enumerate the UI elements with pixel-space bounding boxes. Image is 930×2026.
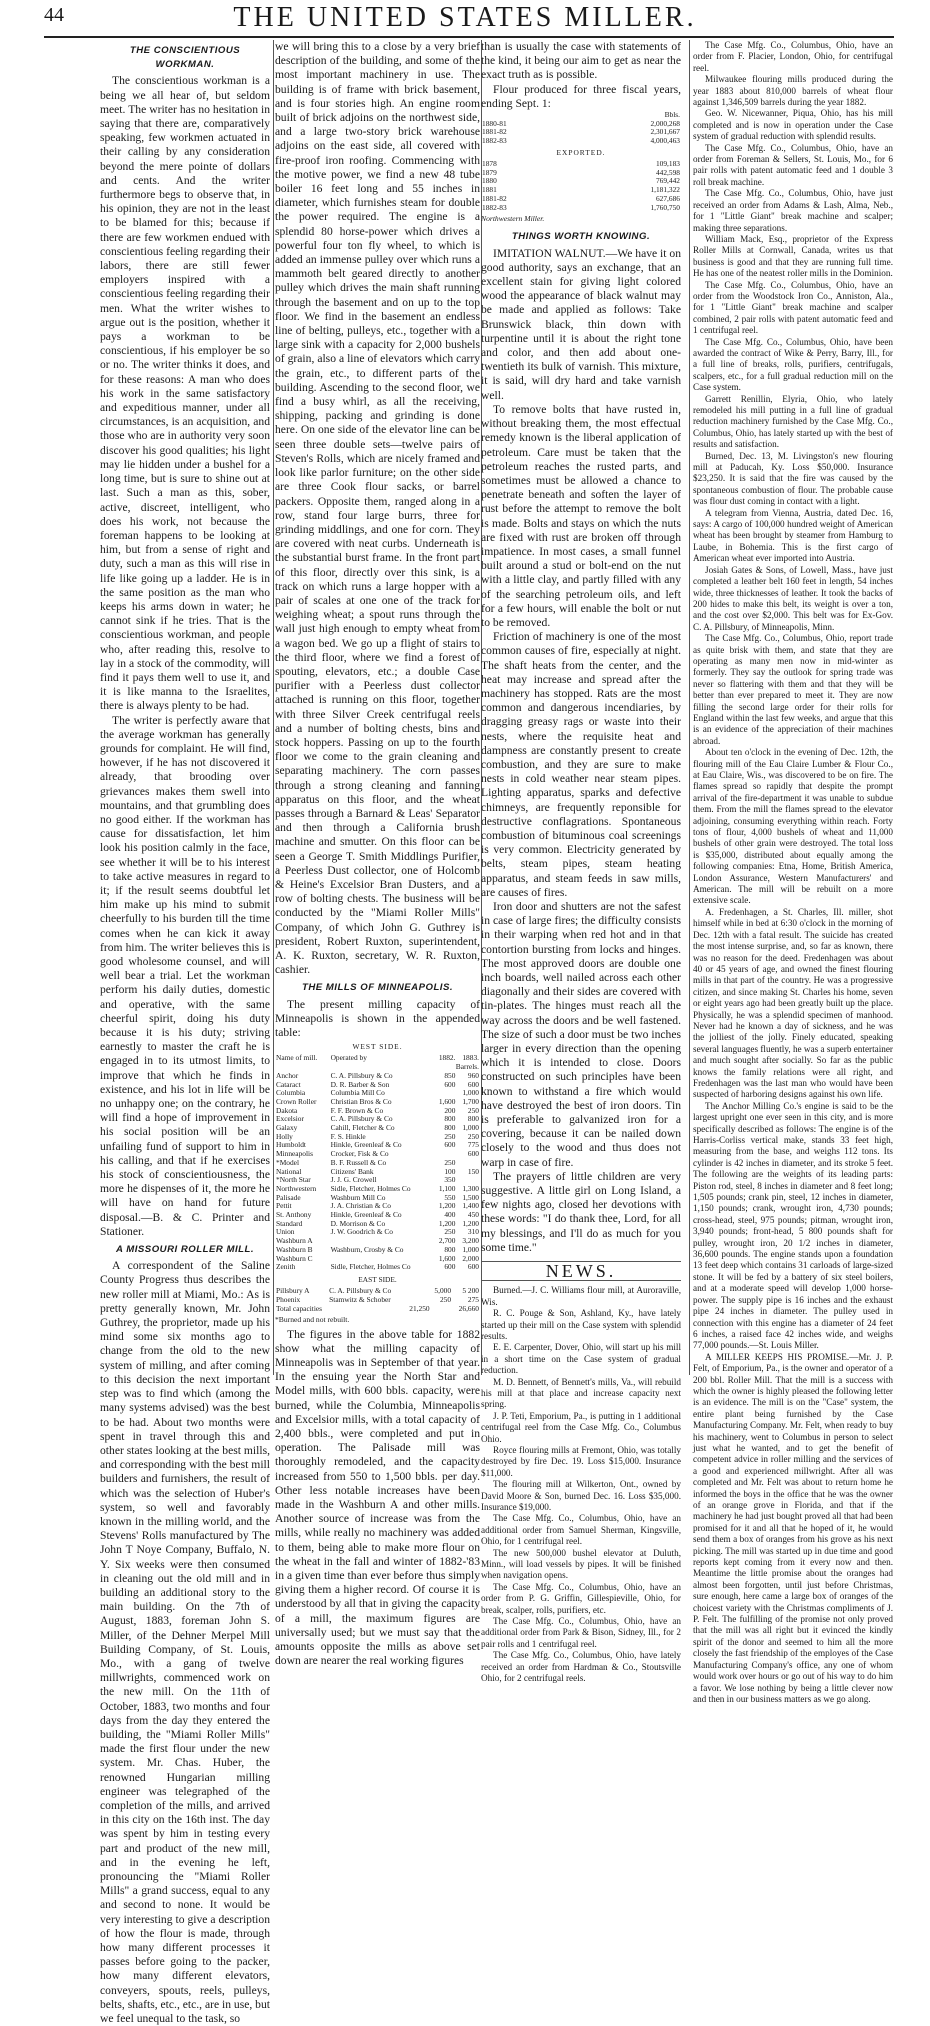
table-cell: Cataract xyxy=(276,1079,301,1089)
table-cell: Sidle, Fletcher, Holmes Co xyxy=(330,1183,411,1193)
article-paragraph: To remove bolts that have rusted in, without breaking them, the most effectual remedy known is the liberal application of petroleum. Care must be taken that the petroleum reaches the rusted parts, and sometimes must be allowed a chance to penetrate beneath and soften the layer of rust before the attempt to remove the bolt is made. Bolts and stays on which the nuts are fixed with rust are broken off through impatience. In most cases, a small funnel built around a stud or bolt-end on the nut with a little clay, and partly filled with any of the searching petroleum oils, and left for a few hours, will enable the bolt or nut to be removed. xyxy=(481,402,681,629)
article-heading: A MISSOURI ROLLER MILL. xyxy=(116,1244,254,1256)
table-cell: 350 xyxy=(444,1175,456,1185)
table-cell: 442,598 xyxy=(655,167,680,177)
table-cell: Galaxy xyxy=(276,1123,298,1133)
table-cell: Minneapolis xyxy=(276,1149,313,1159)
table-cell: Citizens' Bank xyxy=(330,1166,374,1176)
news-item: Josiah Gates & Sons, of Lowell, Mass., have just completed a leather belt 160 feet in length, 54 inches wide, three thicknesses of leather. It took the backs of 200 hides to make this belt, its weight is over a ton, and the cost over $2,000. This belt was for Ex-Gov. C. A. Pillsbury, of Minneapolis, Minn. xyxy=(693,564,893,632)
news-item: A telegram from Vienna, Austria, dated Dec. 16, says: A cargo of 100,000 hundred weight of American wheat has been brought by steamer from Hamburg to Laube, in Bohemia. This is the first cargo of American wheat ever imported into Austria. xyxy=(693,507,893,564)
table-cell: 1,200 xyxy=(438,1218,456,1228)
news-item: Burned, Dec. 13, M. Livingston's new flouring mill at Paducah, Ky. Loss $50,000. Insurance $23,250. It is said that the fire was caused by the spontaneous combustion of flour. The probable cause was flour dust coming in contact with a light. xyxy=(693,450,893,507)
article-heading: THE MILLS OF MINNEAPOLIS. xyxy=(301,982,454,994)
news-item: The Case Mfg. Co., Columbus, Ohio, have lately received an order from Hardman & Co., Stoutsville Ohio, for 2 centrifugal reels. xyxy=(481,1650,681,1684)
table-cell: 1,600 xyxy=(438,1096,456,1106)
column-3 xyxy=(481,40,681,1684)
table-cell: Washburn B xyxy=(276,1244,313,1254)
table-cell: 5 200 xyxy=(462,1286,479,1296)
table-row xyxy=(275,1263,480,1272)
article-paragraph: we will bring this to a close by a very brief description of the building, and some of the most important machinery in use. The building is of frame with brick basement, and is four stories high. An engine room built of brick adjoins on the northwest side, and a large two-story brick warehouse adjoins on the east side, all covered with fire-proof iron roofing. Commencing with the motive power, we find a new 48 tube boiler 16 feet long and 55 inches in diameter, which furnishes steam for double the power required. The engine is a splendid 80 horse-power which drives a powerful four ton fly wheel, to which is added an immense pulley over which runs a mammoth belt geared directly to another pulley which drives the main shaft running through the basement and on up to the top floor. We find in the basement an endless line of belting, pulleys, etc., together with a large sink with a capacity for 2,000 bushels of grain, also a line of elevators which carry the grain, etc., to different parts of the building. Ascending to the second floor, we find a busy whirl, as all the receiving, shipping, packing and grinding is done here. On one side of the elevator line can be seen three double sets—twelve pairs of Steven's Rolls, which are nicely framed and look like parlor furniture; on the other side are three Cook flour sacks, or barrel packers. Opposite them, ranged along in a row, stand four large burrs, three for grinding middlings, and one for corn. They are covered with neat curbs. Underneath is the substantial burst frame. In the front part of this floor, directly over this sink, is a track on which runs a large hopper with a pair of scales at one one of the track for weighing wheat; a spout runs through the wall just high enough to empty wheat from a wagon bed. We go up a flight of stairs to the third floor, where we find a forest of spouting, elevators, etc.; a double Case purifier with a Peerless dust collector attached is running on this floor, together with three Silver Creek centrifugal reels and a number of bolting chests, bins and stock hoppers. Passing on up to the fourth floor we come to the grain cleaning and separating machinery. The corn passes through a strong cleaning and fanning apparatus on this floor, and the wheat passes through a Barnard & Leas' Separator and then through a California brush machine and smutter. On this floor can be seen a George T. Smith Middlings Purifier, a Peerless Dust collector, one of Holcomb & Heine's Excelsior Bran Dusters, and a row of bolting chests. The business will be conducted by the "Miami Roller Mills" Company, of which John G. Guthrey is president, Robert Ruxton, superintendent, A. K. Ruxton, secretary, W. R. Ruxton, cashier. xyxy=(275,40,480,977)
table-cell: 250 xyxy=(444,1227,456,1237)
column-4 xyxy=(693,40,893,1704)
column-1 xyxy=(100,40,270,2026)
news-item: J. P. Teti, Emporium, Pa., is putting in 1 additional centrifugal reel from the Case Mfg. Co., Columbus Ohio. xyxy=(481,1410,681,1444)
table-cell: 250 xyxy=(444,1131,456,1141)
news-item: The Case Mfg. Co., Columbus, Ohio, have an order from F. Placier, London, Ohio, for centrifugal reel. xyxy=(693,40,893,73)
news-item: The Case Mfg. Co., Columbus, Ohio, have been awarded the contract of Wike & Perry, Barry, Ill., for a full line of breaks, rolls, purifiers, centrifugals, scalpers, etc., for a full gradual reduction mill on the Case system. xyxy=(693,336,893,393)
table-header-cell: Operated by xyxy=(330,1053,367,1063)
table-cell: 1882-83 xyxy=(482,202,507,212)
table-cell: 250 xyxy=(439,1294,452,1304)
table-cell: 2,000 xyxy=(462,1253,479,1263)
flour-produced-table xyxy=(481,111,681,146)
table-row xyxy=(481,169,681,178)
table-cell: B. F. Russell & Co xyxy=(330,1157,387,1167)
table-cell: 2,700 xyxy=(438,1236,456,1246)
table-row xyxy=(481,186,681,195)
table-cell: Stamwitz & Schober xyxy=(329,1294,391,1304)
news-item: The Case Mfg. Co., Columbus, Ohio, have an order from the Woodstock Iron Co., Anniston, Ala., for 1 "Little Giant" break machine and scalper combined, 2 pair rolls with patent automatic feed and 1 centrifugal reel. xyxy=(693,279,893,336)
news-item: Garrett Renillin, Elyria, Ohio, who lately remodeled his mill putting in a full line of gradual reduction machinery furnished by the Case Mfg. Co., Columbus, Ohio, has lately started up with the best of results and satisfaction. xyxy=(693,393,893,450)
table-header-cell: 1883. xyxy=(462,1053,479,1063)
table-cell: 310 xyxy=(467,1227,479,1237)
news-list xyxy=(693,40,893,1705)
table-cell: F. F. Brown & Co xyxy=(330,1105,384,1115)
news-item: The Case Mfg. Co., Columbus, Ohio, have an additional order from Park & Bison, Sidney, Ill., for 2 pair rolls and 1 centrifugal reel. xyxy=(481,1616,681,1649)
table-cell: C. A. Pillsbury & Co xyxy=(330,1070,393,1080)
table-cell: 250 xyxy=(467,1131,479,1141)
newspaper-title: THE UNITED STATES MILLER. xyxy=(233,2,697,33)
news-item: The Case Mfg. Co., Columbus, Ohio, have an additional order from Samuel Sherman, Kingsville, Ohio, for 1 centrifugal reel. xyxy=(481,1513,681,1547)
table-cell: Washburn, Crosby & Co xyxy=(330,1244,404,1254)
table-cell: Union xyxy=(276,1227,295,1237)
table-cell: 1880-81 xyxy=(482,118,507,128)
news-item: The Anchor Milling Co.'s engine is said to be the largest upright one ever seen in this city, and is more specifically described as follows: The engine is of the Harris-Corliss vertical make, stands 33 feet high, measuring from the base, and weighs 112 tons. Its cylinder is 42 inches in diameter, and its stroke 5 feet. The following are the weights of its leading parts: Piston rod, steel, 8 inches in diameter and 8 feet long; 1,505 pounds; crank pin, steel, 12 inches in diameter, 1,150 pounds; crank, wrought iron, 4,730 pounds; cross-head, steel, 975 pounds; pitman, wrought iron, 3,940 pounds; front-head, 5 800 pounds shaft for pulley, wrought iron, 20 1/2 inches in diameter, 36,600 pounds. The engine stands upon a foundation 13 feet deep which contains 31 carloads of large-sized stone. It will be fed by a battery of six steel boilers, and at a moderate speed will develop 1,000 horse-power. The supply pipe is 16 inches and the exhaust pipe 24 inches in diameter. The pulley used in connection with this engine has a diameter of 24 feet 6 inches, a raised face 42 inches wide, and weighs 77,000 pounds.—St. Louis Miller. xyxy=(693,1100,893,1351)
column-2 xyxy=(275,40,480,1668)
news-list xyxy=(481,1285,681,1684)
table-cell: Columbia Mill Co xyxy=(330,1088,385,1098)
table-cell: Columbia xyxy=(276,1088,306,1098)
masthead xyxy=(0,0,930,40)
news-item: R. C. Pouge & Son, Ashland, Ky., have lately started up their mill on the Case system with splendid results. xyxy=(481,1308,681,1341)
article-paragraph: The conscientious workman is a being we all hear of, but seldom meet. The writer has no hesitation in saying that there are, comparatively speaking, few workmen actuated in their calling by any consideration beyond the mere pointe of dollars and cents. And the writer furthermore begs to observe that, in his opinion, they are not in the least to be blamed for this; because if there are few workmen endued with conscientious feeling regarding their labors, there are still fewer employers inspired with a conscientious feeling regarding their men. What the writer wishes to argue out is the position, whether it pays a workman to be conscientious, if his employer be so or no. The writer thinks it does, and for these reasons: A man who does his work in the same satisfactory and expeditious manner, under all circumstances, is an acquisition, and those who are in authority very soon discover his good qualities; his light may lie hidden under a bushel for a long time, but is sure to shine out at last. Such a man as this, sober, active, discreet, intelligent, who does his work, not because the foreman happens to be looking at him, but from a sense of right and duty, such a man as this will rise in life like going up a ladder. He is in the same position as the man who keeps his arms down in water; he cannot sink if he tries. That is the conscientious workman, and people who, after reading this, resolve to lay in a stock of the commodity, will find it pays them well to use it, and it is like manna to the Israelites, there is always plenty to be had. xyxy=(100,74,270,713)
table-cell: Phoenix xyxy=(276,1294,301,1304)
article-heading: THE CONSCIENTIOUS WORKMAN. xyxy=(129,45,241,71)
article-paragraph: Flour produced for three fiscal years, ending Sept. 1: xyxy=(481,82,681,110)
table-cell: 1,500 xyxy=(462,1192,479,1202)
table-cell: Northwestern xyxy=(276,1183,317,1193)
table-cell: Pillsbury A xyxy=(276,1286,310,1296)
table-header-row xyxy=(275,1054,480,1063)
news-item: The new 500,000 bushel elevator at Duluth, Minn., will load vessels by pipes. It will be finished when navigation opens. xyxy=(481,1547,681,1581)
table-cell: 2,000,268 xyxy=(650,118,680,128)
table-header-cell: 1882. xyxy=(438,1053,456,1063)
table-cell: 1,181,322 xyxy=(650,185,680,195)
table-cell: 275 xyxy=(467,1294,479,1304)
table-cell: 1,760,750 xyxy=(650,202,680,212)
table-source: Northwestern Miller. xyxy=(481,214,545,224)
table-cell: 800 xyxy=(444,1123,456,1133)
table-note: *Burned and not rebuilt. xyxy=(275,1315,350,1325)
news-item: Royce flouring mills at Fremont, Ohio, was totally destroyed by fire Dec. 19. Loss $15,000. Insurance $11,000. xyxy=(481,1444,681,1478)
table-cell: Crown Roller xyxy=(276,1096,317,1106)
table-cell: Total capacities xyxy=(276,1303,323,1313)
mills-table xyxy=(275,1054,480,1272)
table-cell: 400 xyxy=(444,1210,456,1220)
news-item: About ten o'clock in the evening of Dec. 12th, the flouring mill of the Eau Claire Lumber & Flour Co., at Eau Claire, Wis., was discovered to be on fire. The flames spread so rapidly that despite the prompt arrival of the fire-department it was unable to subdue them. From the mill the flames spread to the elevator adjoining, consuming everything within reach. Forty tons of flour, 4,000 bushels of wheat and 11,000 bushels of other grain were destroyed. The total loss is $35,000, distributed about equally among the following companies: Etna, Home, British America, London Assurance, Western Manufacturers' and American. The mill will be rebuilt on a more extensive scale. xyxy=(693,747,893,906)
table-cell: J. A. Christian & Co xyxy=(330,1201,391,1211)
article-paragraph: The writer is perfectly aware that the average workman has generally grounds for complaint. He will find, however, if he has not discovered it already, that brooding over grievances makes them swell into mountains, and that grumbling does no good either. If the workman has cause for dissatisfaction, let him look his position calmly in the face, see whether it will be to his interest to take active measures in regard to it; if the result seems doubtful let him make up his mind to submit cheerfully to his burden till the time comes when he can kick it away from him. The writer believes this is good wholesome counsel, and will well bear a trial. Let the workman perform his daily duties, domestic and operative, with the same cheerful spirit, doing his duty because it is his duty; striving earnestly to master the craft he is engaged in to its utmost limits, to improve that which he finds in existence, and his lot in life will be no unhappy one; on the contrary, he will find a hope of improvement in his social position will be an unfailing fund of support to him in his calling, and that if he exercises his stock of conscientiousness, the more he dispenses of it, the more he will have on hand for future disposal.—B. & C. Printer and Stationer. xyxy=(100,713,270,1238)
table-cell: Washburn C xyxy=(276,1253,313,1263)
table-cell: 100 xyxy=(444,1166,456,1176)
table-cell: Excelsior xyxy=(276,1114,304,1124)
table-cell: 1880 xyxy=(482,176,497,186)
table-row xyxy=(481,204,681,213)
table-cell: Dakota xyxy=(276,1105,298,1115)
table-header-cell: Name of mill. xyxy=(276,1053,318,1063)
table-cell: 1,000 xyxy=(462,1123,479,1133)
table-cell: C. A. Pillsbury & Co xyxy=(329,1286,392,1296)
news-item: A. Fredenhagen, a St. Charles, Ill. miller, shot himself while in bed at 6:30 o'clock in the morning of Dec. 12th with a fatal result. The suicide has created the most intense surprise, and, so far as known, there was no reason for the deed. Fredenhagen was about 40 or 45 years of age, and owned the finest flouring mills in that part of the country. He was a progressive citizen, and since making St. Charles his home, seven or eight years ago had been greatly built up the place. Physically, he was a splendid specimen of manhood. Never had he known a day of sickness, and he was the jolliest of the jolly. Finely educated, speaking several languages fluently, he was a superb entertainer and much sought after socially. So far as the public knows the family relations were all right, and Fredenhagen was the last man who would have been suspected of harboring designs against his own life. xyxy=(693,906,893,1100)
table-cell: 1881-82 xyxy=(482,193,507,203)
article-paragraph: A correspondent of the Saline County Progress thus describes the new roller mill at Miami, Mo.: As is pretty generally known, Mr. John Guthrey, the proprietor, made up his mind some six months ago to change from the old to the new system of milling, and after coming to this decision the next important step was to find which (among the many systems advised) was the best to be had. About two months were spent in travel through this and other states looking at the best mills, and corresponding with the best mill builders and furnishers, the result of which was the selection of Huber's system, so well and favorably known in the milling world, and the Stevens' Rolls manufactured by The John T Noye Company, Buffalo, N. Y. Six weeks were then consumed in cleaning out the old mill and in building an additional story to the main building. On the 7th of August, 1883, foreman John S. Miller, of the Dehner Merpel Mill Building Company, of St. Louis, Mo., with a gang of twelve millwrights, commenced work on the new mill. On the 11th of October, 1883, two months and four days from the day they entered the building, the "Miami Roller Mills" made the first flour under the new system. Mr. Chas. Huber, the renowned Hungarian milling engineer was telegraphed of the completion of the mills, and arrived in this city on the 16th inst. The day was spent by him in testing every part and product of the new mill, and in the evening he left, pronouncing the "Miami Roller Mills" a grand success, equal to any and second to none. It would be very interesting to give a description of how the flour is made, through how many different processes it passes before going to the packer, how many different elevators, conveyers, spouts, reels, pulleys, belts, shafts, etc., etc., are in use, but we feel unequal to the task, so xyxy=(100,1259,270,2026)
table-cell: Hinkle, Greenleaf & Co xyxy=(330,1210,402,1220)
table-cell: Pettit xyxy=(276,1201,292,1211)
table-cell: Washburn A xyxy=(276,1236,313,1246)
table-row xyxy=(481,137,681,146)
table-cell: *Model xyxy=(276,1157,299,1167)
news-item: The Case Mfg. Co., Columbus, Ohio, have just received an order from Adams & Lash, Alma, Neb., for 1 "Little Giant" break machine and scalper; making three separations. xyxy=(693,188,893,233)
table-cell: 200 xyxy=(444,1105,456,1115)
news-item: The Case Mfg. Co., Columbus, Ohio, have an order from P. G. Griffin, Gillespieville, Ohio, for break, scalper, rolls, purifiers, etc. xyxy=(481,1581,681,1615)
table-row xyxy=(275,1305,480,1314)
news-item: Burned.—J. C. Williams flour mill, at Auroraville, Wis. xyxy=(481,1285,681,1307)
table-cell: 1881-82 xyxy=(482,127,507,137)
table-cell: 5,000 xyxy=(434,1286,452,1296)
table-cell: 775 xyxy=(467,1140,479,1150)
news-item: A MILLER KEEPS HIS PROMISE.—Mr. J. P. Felt, of Emporium, Pa., is the owner and operator of a 200 bbl. Roller Mill. That the mill is a success with which the owner is highly pleased the following letter is an evidence. The mill is on the "Case" system, the entire plant being furnished by the Case Manufacturing Company. Mr. Felt, when ready to buy his machinery, went to Columbus in person to select just what he wanted, and to get the benefit of competent advice in roller milling and the services of a good and experienced millwright. After all was completed and Mr. Felt was about to return home he informed the boys in the office that he was the owner of an orange grove in Florida, and that if the machinery he had just bought proved all that had been promised for it and all that he hoped of it, he would send them a box of oranges from his grove as his next picking. The mill was started up in due time and good reports kept coming from it every now and then. Meantime the little promise about the oranges had almost been forgotten, until just before Christmas, sure enough, here came a large box of oranges of the choicest variety with the Christmas compliments of J. P. Felt. The fulfilling of the promise not only proved that the mill was all right but it evinced the kindly spirit of the donor and seemed to him all the more closely the fast friendship of the employes of the Case Manufacturing Company's office, any one of whom would work over hours or go out of his way to do him a favor. We lose nothing by being a little clever now and then in our business matters as we go along. xyxy=(693,1351,893,1704)
column-divider xyxy=(689,40,690,1375)
article-paragraph: IMITATION WALNUT.—We have it on good authority, says an exchange, that an excellent stain for giving light colored wood the appearance of black walnut may be made and applied as follows: Take Brunswick black, thin down with turpentine until it is about the right tone and color, and then add about one-twentieth its bulk of varnish. This mixture, it is said, will dry hard and take varnish well. xyxy=(481,246,681,402)
table-cell: 1,200 xyxy=(462,1218,479,1228)
article-paragraph: Iron door and shutters are not the safest in case of large fires; the difficulty consists in their warping when red hot and in that contortion bursting from locks and hinges. The most approved doors are double one inch boards, well nailed across each other diagonally and their sides are covered with tin-plates. The hinges must reach all the way across the doors and be well fastened. The size of such a door must be two inches larger in every direction than the opening which it is intended to close. Doors constructed on such principles have been known to withstand a fire which would have destroyed the best of iron doors. Tin is preferable to galvanized iron for a covering, because it can be nailed down closely to the wood and thus does not warp in case of fire. xyxy=(481,900,681,1169)
table-cell: Christian Bros & Co xyxy=(330,1096,392,1106)
news-item: The flouring mill at Wilkerton, Ont., owned by David Moore & Son, burned Dec. 16. Loss $35,000. Insurance $19,000. xyxy=(481,1479,681,1512)
table-cell: 1,600 xyxy=(438,1253,456,1263)
table-cell: 21,250 xyxy=(409,1303,430,1313)
article-paragraph: The figures in the above table for 1882 show what the milling capacity of Minneapolis was in September of that year. In the ensuing year the North Star and Model mills, with 600 bbls. capacity, were burned, while the Columbia, Minneapolis and Excelsior mills, with a total capacity of 2,400 bbls., were completed and put in operation. The Palisade mill was thoroughly remodeled, and the capacity increased from 550 to 1,500 bbls. per day. Other less notable increases have been made in the Washburn A and other mills. Another source of increase was from the mills, while really no machinery was added to them, being able to make more flour on the wheat in the fall and winter of 1882-'83 in a given time than ever before thus simply giving them a higher record. Of course it is understood by all that in giving the capacity of a mill, the maximum figures are universally used; but we must say that the amounts opposite the mills as above set down are nearer the real working figures xyxy=(275,1327,480,1668)
news-item: William Mack, Esq., proprietor of the Express Roller Mills at Cornwall, Canada, writes us that business is good and that they are running full time. He has one of the neatest roller mills in the Dominion. xyxy=(693,233,893,279)
table-cell: 600 xyxy=(467,1262,479,1272)
table-cell: 1,200 xyxy=(438,1201,456,1211)
table-cell: 800 xyxy=(444,1244,456,1254)
table-cell: D. R. Barber & Son xyxy=(330,1079,390,1089)
news-item: M. D. Bennett, of Bennett's mills, Va., will rebuild his mill at that place and increase capacity next spring. xyxy=(481,1376,681,1410)
table-cell: Anchor xyxy=(276,1070,299,1080)
article-paragraph: The present milling capacity of Minneapolis is shown in the appended table: xyxy=(275,997,480,1040)
table-cell: 960 xyxy=(467,1070,479,1080)
table-cell: 627,686 xyxy=(655,193,680,203)
table-cell: 1,700 xyxy=(462,1096,479,1106)
column-divider xyxy=(273,40,274,1375)
table-section-label: EXPORTED. xyxy=(556,147,606,157)
article-paragraph: The prayers of little children are very suggestive. A little girl on Long Island, a few nights ago, closed her devotions with these words: "I do thank thee, Lord, for all my blessings, and I'll do as much for you some time." xyxy=(481,1169,681,1254)
news-item: Milwaukee flouring mills produced during the year 1883 about 810,000 barrels of wheat flour against 1,346,509 barrels during the year 1882. xyxy=(693,74,893,108)
page-number: 44 xyxy=(44,4,64,26)
article-heading: THINGS WORTH KNOWING. xyxy=(511,231,651,243)
table-cell: 1882-83 xyxy=(482,136,507,146)
table-cell: 1881 xyxy=(482,185,497,195)
table-cell: 250 xyxy=(444,1157,456,1167)
table-cell: Washburn Mill Co xyxy=(330,1192,386,1202)
table-cell: 600 xyxy=(444,1140,456,1150)
table-section-label: EAST SIDE. xyxy=(358,1275,397,1284)
table-cell: 1,000 xyxy=(462,1088,479,1098)
table-cell: 1,300 xyxy=(462,1183,479,1193)
table-cell: 250 xyxy=(467,1105,479,1115)
table-cell: Zenith xyxy=(276,1262,296,1272)
table-row xyxy=(481,160,681,169)
masthead-rule xyxy=(44,36,894,38)
table-header-cell: Barrels. xyxy=(455,1062,479,1072)
table-cell: Crocker, Fisk & Co xyxy=(330,1149,389,1159)
table-cell: 550 xyxy=(444,1192,456,1202)
news-item: The Case Mfg. Co., Columbus, Ohio, have an order from Foreman & Sellers, St. Louis, Mo., for 6 pair rolls with patent automatic feed and 1 double 3 roll break machine. xyxy=(693,142,893,187)
table-cell: 600 xyxy=(444,1262,456,1272)
table-cell: Standard xyxy=(276,1218,303,1228)
table-cell: 600 xyxy=(444,1079,456,1089)
table-cell: 150 xyxy=(467,1166,479,1176)
table-cell: 3,200 xyxy=(462,1236,479,1246)
table-cell: 850 xyxy=(444,1070,456,1080)
news-item: The Case Mfg. Co., Columbus, Ohio, report trade as quite brisk with them, and state that they are operating as many men now in mid-winter as formerly. They say the outlook for spring trade was never so flattering with them and that they will be better than ever prepared to meet it. They are now filling the second large order for their rolls for England within the last few weeks, and argue that this is an evidence of the appreciation of their machines abroad. xyxy=(693,633,893,746)
table-cell: National xyxy=(276,1166,302,1176)
news-heading: NEWS. xyxy=(481,1261,681,1281)
exported-table xyxy=(481,160,681,212)
table-cell: 1,400 xyxy=(462,1201,479,1211)
news-item: Geo. W. Nicewanner, Piqua, Ohio, has his mill completed and is now in operation under the Case system of gradual reduction with splendid results. xyxy=(693,108,893,142)
table-cell: Holly xyxy=(276,1131,293,1141)
table-cell: St. Anthony xyxy=(276,1210,312,1220)
table-cell: 1879 xyxy=(482,167,497,177)
article-paragraph: than is usually the case with statements of the kind, it being our aim to get as near the exact truth as is possible. xyxy=(481,40,681,82)
table-cell: 800 xyxy=(467,1114,479,1124)
table-cell: Hinkle, Greenleaf & Co xyxy=(330,1140,402,1150)
table-cell: 109,183 xyxy=(655,159,680,169)
table-cell: Palisade xyxy=(276,1192,301,1202)
article-paragraph: Friction of machinery is one of the most common causes of fire, especially at night. The shaft heats from the center, and the heat may increase and spread after the machinery has stopped. Rats are the most common and dangerous incendiaries, by dragging greasy rags or waste into their nests, where the requisite heat and dampness are constantly present to create combustion, and they are sure to make nests in cold weather near steam pipes. Lighting apparatus, sparks and defective chimneys, are frequently reponsible for destructive conflagrations. Spontaneous combustion of bituminous coal screenings is very common. Electricity generated by belts, steam pipes, steam heating apparatus, and steam feeds in saw mills, are causes of fires. xyxy=(481,630,681,899)
table-cell: 4,000,463 xyxy=(650,136,680,146)
table-cell: Sidle, Fletcher, Holmes Co xyxy=(330,1262,411,1272)
mills-total xyxy=(275,1305,480,1314)
table-cell: D. Morrison & Co xyxy=(330,1218,386,1228)
table-header-cell: Bbls. xyxy=(664,110,680,120)
table-cell: J. J. G. Crowell xyxy=(330,1175,377,1185)
mills-table-east xyxy=(275,1287,480,1304)
news-item: E. E. Carpenter, Dover, Ohio, will start up his mill in a short time on the Case system of gradual reduction. xyxy=(481,1342,681,1376)
table-cell: Humboldt xyxy=(276,1140,306,1150)
table-section-label: WEST SIDE. xyxy=(352,1042,403,1052)
table-cell: 2,301,667 xyxy=(650,127,680,137)
table-cell: 26,660 xyxy=(458,1303,479,1313)
table-cell: 1,000 xyxy=(462,1244,479,1254)
table-cell: 450 xyxy=(467,1210,479,1220)
table-cell: 769,442 xyxy=(655,176,680,186)
table-cell: C. A. Pillsbury & Co xyxy=(330,1114,393,1124)
table-cell: Cahill, Fletcher & Co xyxy=(330,1123,395,1133)
table-cell: *North Star xyxy=(276,1175,311,1185)
table-cell: 1,100 xyxy=(438,1183,456,1193)
table-cell: 1878 xyxy=(482,159,497,169)
table-cell: 600 xyxy=(467,1149,479,1159)
table-cell: J. W. Goodrich & Co xyxy=(330,1227,393,1237)
table-cell: 800 xyxy=(444,1114,456,1124)
table-cell: 600 xyxy=(467,1079,479,1089)
table-cell: F. S. Hinkle xyxy=(330,1131,366,1141)
